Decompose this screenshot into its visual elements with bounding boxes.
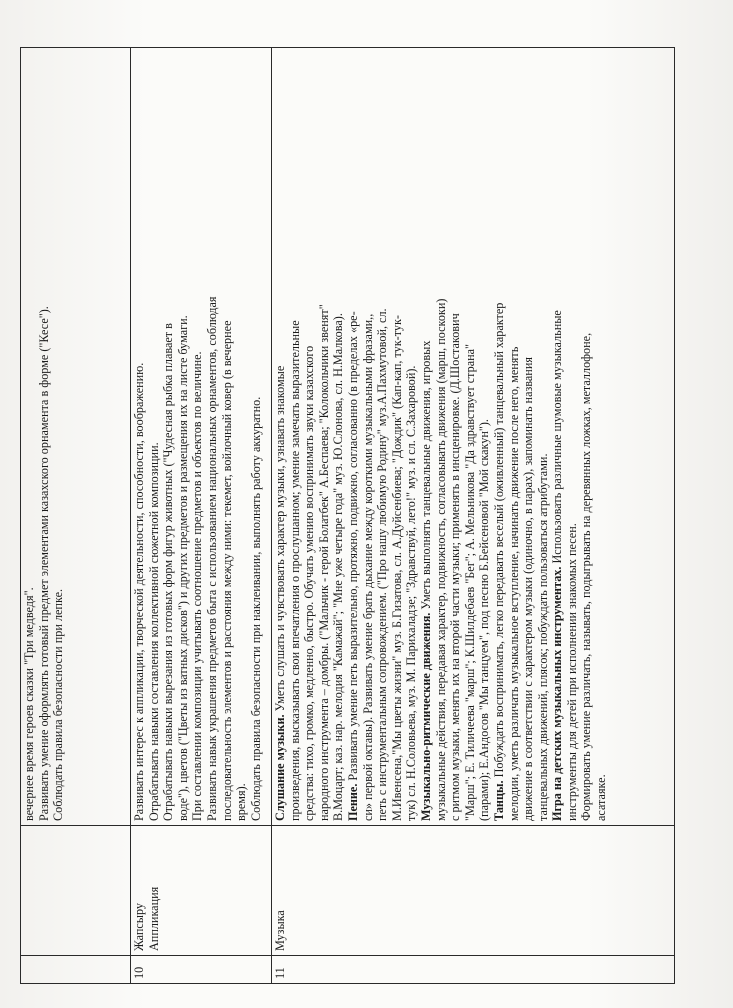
content-line: [492, 52, 507, 821]
content-line: [565, 52, 580, 821]
content-line: [205, 52, 220, 821]
content-line: [161, 52, 176, 821]
subject-name: Аппликация: [146, 886, 161, 951]
subject-name: Жапсыру: [132, 902, 146, 951]
text-segment: движение в соответствии с характером музыки (одиночно, в парах), запоминать названия: [521, 357, 536, 821]
content-line: [594, 52, 609, 821]
section-heading: Музыкально-ритмические движения.: [418, 612, 433, 821]
content-line: [176, 52, 191, 821]
text-segment: воде"), цветов ("Цветы из ватных дисков") и других предметов и размещения их на листе бумаги.: [175, 315, 190, 821]
text-segment: музыкальные действия, передавая характер, подвижность, согласовывать движения (марш, поскоки): [433, 298, 448, 821]
content-line: [302, 52, 317, 821]
text-segment: танцевальных движений, плясок; побуждать пользоваться атрибутами.: [535, 453, 550, 821]
text-segment: Использовать различные шумовые музыкальные: [550, 310, 565, 567]
text-segment: Отрабатывать навыки вырезания из готовых форм фигур животных ("Чудесная рыбка плавает в: [161, 323, 176, 821]
text-segment: Развивать умение петь выразительно, протяжно, подвижно, согласованно (в пределах «ре-: [345, 311, 360, 784]
content-line: [550, 52, 565, 821]
row-number: [21, 956, 131, 984]
text-segment: Побуждать воспринимать, легко передавать веселый (оживленный) танцевальный характер: [491, 302, 506, 781]
text-segment: произведения, высказывать свои впечатления о прослушанном; умение замечать выразительные: [287, 320, 302, 821]
content-cell: [21, 48, 131, 826]
content-cell: [131, 48, 272, 826]
content-line: [361, 52, 376, 821]
text-segment: М.Ивенсена,"Мы цветы жизни" муз. Б.Гизатова, сл. А.Дуйсенбиева; "Дождик" (Кап-кап, тук-тук-: [389, 315, 404, 821]
subject-cell: [272, 826, 675, 956]
text-segment: Соблюдать правила безопасности при лепке.: [51, 588, 66, 821]
content-line: [234, 52, 249, 821]
content-line: [249, 52, 264, 821]
rotated-document: [20, 48, 675, 984]
content-line: [273, 52, 288, 821]
subject-cell: [21, 826, 131, 956]
text-segment: Развивать навык украшения предметов быта с использованием национальных орнаментов, соблюдая: [204, 296, 219, 821]
text-segment: Соблюдать правила безопасности при наклеивании, выполнять работу аккуратно.: [248, 396, 263, 821]
content-line: [463, 52, 478, 821]
content-line: [477, 52, 492, 821]
content-line: [22, 52, 37, 821]
text-segment: "Марш"; Е. Тиличеева "марш"; К.Шилдебаев "Бег"; А. Мельникова "Да здравствует страна": [462, 343, 477, 821]
content-line: [51, 52, 66, 821]
text-segment: асатаяке.: [594, 774, 609, 821]
content-line: [331, 52, 346, 821]
content-line: [390, 52, 405, 821]
content-line: [37, 52, 52, 821]
content-line: [404, 52, 419, 821]
content-line: [448, 52, 463, 821]
text-segment: народного инструмента – домбры. ("Мальчик - герой Болатбек" А.Беспаева; "Колокольчики звенят": [316, 304, 331, 821]
content-line: [220, 52, 235, 821]
table-row: [131, 48, 272, 984]
content-line: [507, 52, 522, 821]
text-segment: (парами); Е.Андосов "Мы танцуем", под песню Б.Бейсеновой "Мой скакун").: [477, 419, 492, 821]
content-line: [375, 52, 390, 821]
text-segment: время).: [234, 783, 249, 821]
subject-name: Музыка: [273, 910, 287, 951]
section-heading: Игра на детских музыкальных инструментах.: [550, 566, 565, 821]
text-segment: вечернее время героев сказки "Три медведя".: [22, 587, 36, 821]
content-line: [190, 52, 205, 821]
section-heading: Слушание музыки.: [273, 714, 287, 821]
content-line: [147, 52, 162, 821]
section-heading: Танцы.: [491, 780, 506, 821]
table-row: [21, 48, 131, 984]
content-line: [536, 52, 551, 821]
text-segment: с ритмом музыки, менять их на второй части музыки; применять в инсценировке. (Д.Шостакович: [448, 313, 463, 821]
text-segment: Развивать умение оформлять готовый предмет элементами казахского орнамента в форме ("Кесе").: [36, 306, 51, 821]
content-line: [579, 52, 594, 821]
text-segment: последовательность элементов и расстояния между ними: текемет, войлочный ковер (в вечернее: [219, 320, 234, 821]
content-line: [521, 52, 536, 821]
text-segment: си» первой октавы). Развивать умение брать дыхание между короткими музыкальными фразами,,: [360, 313, 375, 821]
curriculum-table: [20, 47, 675, 984]
content-line: [288, 52, 303, 821]
content-line: [132, 52, 147, 821]
text-segment: Уметь выполнять танцевальные движения, игровых: [418, 340, 433, 613]
content-line: [346, 52, 361, 821]
text-segment: тук) сл. Н.Соловьева, муз. М. Парихаладзе; "Здравствуй, лето!" муз. и сл. С.Захаровой).: [404, 365, 419, 821]
content-line: [434, 52, 449, 821]
section-heading: Пение.: [345, 783, 360, 821]
text-segment: инструменты для детей при исполнении знакомых песен.: [564, 523, 579, 821]
text-segment: Развивать интерес к аппликации, творческой деятельности, способности, воображению.: [132, 362, 146, 821]
content-cell: [272, 48, 675, 826]
text-segment: средства: тихо, громко, медленно, быстро. Обучать умению воспринимать звуки казахского: [302, 345, 317, 821]
text-segment: Отрабатывать навыки составления коллективной сюжетной композиции.: [146, 442, 161, 821]
text-segment: Формировать умение различать, называть, подыгрывать на деревянных ложках, металлофоне,: [579, 332, 594, 821]
text-segment: Уметь слушать и чувствовать характер музыки, узнавать знакомые: [273, 365, 287, 715]
text-segment: мелодии, уметь различать музыкальное вступление, начинать движение после него, менять: [506, 346, 521, 821]
text-segment: При составлении композиции учитывать соотношение предметов и объектов по величине.: [190, 351, 205, 821]
row-number: 11: [272, 956, 675, 984]
content-line: [419, 52, 434, 821]
content-line: [317, 52, 332, 821]
text-segment: В.Моцарт; каз. нар. мелодия "Камажай"; "Мне уже четыре года" муз. Ю.Слонова, сл. Н.Малкова).: [331, 313, 346, 821]
subject-cell: [131, 826, 272, 956]
table-row: [272, 48, 675, 984]
row-number: 10: [131, 956, 272, 984]
text-segment: петь с инструментальным сопровождением. ("Про нашу любимую Родину" муз.А.Пахмутовой, сл.: [375, 308, 390, 821]
